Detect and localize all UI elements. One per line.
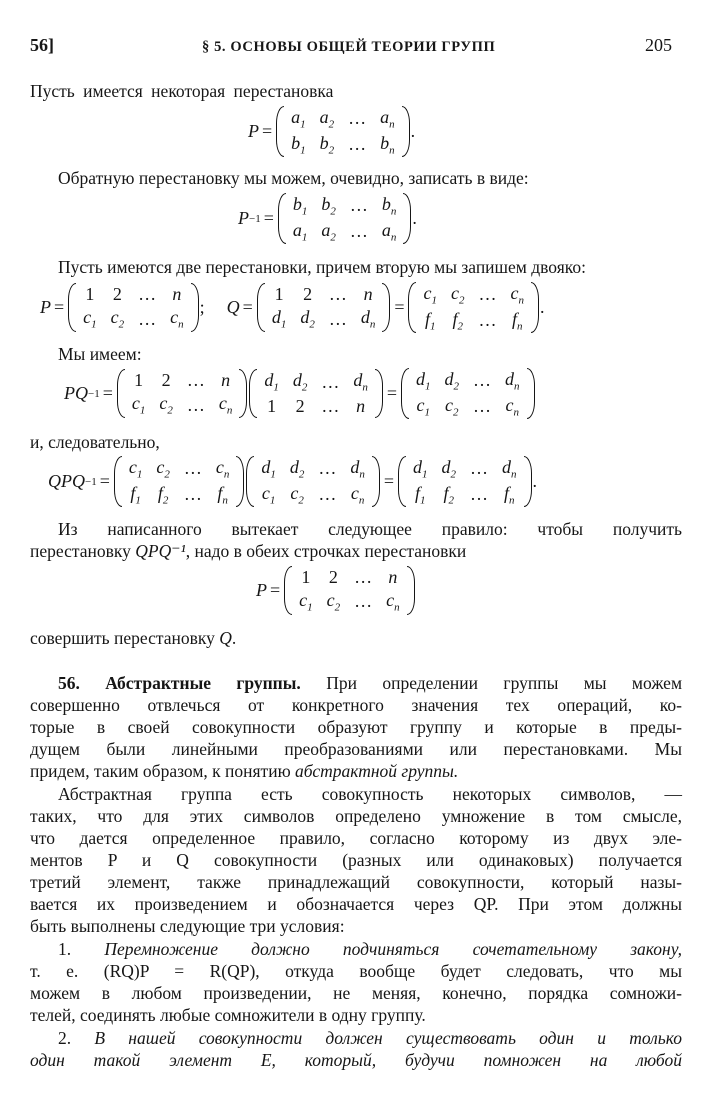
text-line: Из написанного вытекает следующее правило: чтобы получить [58,519,682,539]
text-line: телей, соединять любые сомножители в одну группу. [30,1005,426,1025]
text-line: можем в любом произведении, не меняя, конечно, порядка сомножи- [30,983,682,1003]
matrix: $b_1$ $b_2$ … $b_n$ $a_1$ $a_2$ … $a_n$ [278,193,412,244]
section-heading-line: 56. Абстрактные группы. При определении группы мы можем [58,673,683,693]
text-line: что дается определенное правило, согласно которому из двух эле- [30,828,682,848]
text-line: таких, что для этих символов определено умножение в том смысле, [30,806,682,826]
text-line: т. е. (RQ)P = R(QP), откуда вообще будет следовать, что мы [30,961,682,981]
text-line: Мы имеем: [58,344,142,364]
page-number: 205 [645,35,672,55]
equation-qpq-inverse: QPQ −1 = $c_1$ $c_2$ … $c_n$ $f_1$ $f_2$ … $f_n$ $d_1$ $d_2$ … $d_n$ $c_1$ $c_2$ … $c_n$ = $d_1$ $d_2$ … $d_n$ $f_1$ $f_2$ … $f_n$ . [48,457,538,507]
text-line: и, следовательно, [30,432,160,452]
text-line: быть выполнены следующие три условия: [30,916,345,936]
text-line: торые в своей совокупности образуют группу и которые в преды- [30,717,682,737]
text-line: Абстрактная группа есть совокупность некоторых символов, — [58,784,682,804]
text-line: один такой элемент E, который, будучи помножен на любой [30,1050,682,1070]
text-line: ментов P и Q совокупности (разных или одинаковых) получается [30,850,682,870]
equation-two-permutations: P = 1 2 … n $c_1$ $c_2$ … $c_n$ ; Q = 1 2 … n $d_1$ $d_2$ … $d_n$ = $c_1$ $c_2$ … $c_n$ $f_1$ $f_2$ … $f_n$ . [40,283,545,333]
running-title: § 5. ОСНОВЫ ОБЩЕЙ ТЕОРИИ ГРУПП [202,39,496,55]
condition-1: 1. Перемножение должно подчиняться сочетательному закону, [58,939,682,959]
text-line: совершить перестановку Q. [30,628,237,648]
text-line: Пусть имеются две перестановки, причем вторую мы запишем двояко: [58,257,586,277]
matrix: $a_1$ $a_2$ … $a_n$ $b_1$ $b_2$ … $b_n$ [276,106,410,157]
equation-inverse-permutation: P −1 = $b_1$ $b_2$ … $b_n$ $a_1$ $a_2$ … $a_n$ . [238,194,417,244]
section-marker: 56] [30,35,54,55]
text-line: третий элемент, также принадлежащий совокупности, который назы- [30,872,682,892]
text-line: дущем были линейными преобразованиями или перестановками. Мы [30,739,682,759]
section-heading: 56. Абстрактные группы. [58,673,301,693]
equation-permutation-p-repeat: P = 1 2 … n $c_1$ $c_2$ … $c_n$ [256,566,416,615]
text-line: Пусть имеется некоторая перестановка [30,81,334,101]
text-line: Обратную перестановку мы можем, очевидно, записать в виде: [58,168,529,188]
text-line: придем, таким образом, к понятию абстрактной группы. [30,761,459,781]
equation-permutation-p: P = $a_1$ $a_2$ … $a_n$ $b_1$ $b_2$ … $b_n$ . [248,107,416,157]
text-line: совершенно отвлечься от конкретного значения тех операций, ко- [30,695,682,715]
text-line: перестановку QPQ⁻¹, надо в обеих строчках перестановки [30,541,467,561]
condition-2: 2. В нашей совокупности должен существовать один и только [58,1028,683,1048]
equation-pq-inverse: PQ −1 = 1 2 … n $c_1$ $c_2$ … $c_n$ $d_1$ $d_2$ … $d_n$ 1 2 … n = $d_1$ $d_2$ … $d_n$ $c_1$ $c_2$ … $c_n$ [64,368,536,419]
text-line: вается их произведением и обозначается через QP. При этом должны [30,894,682,914]
